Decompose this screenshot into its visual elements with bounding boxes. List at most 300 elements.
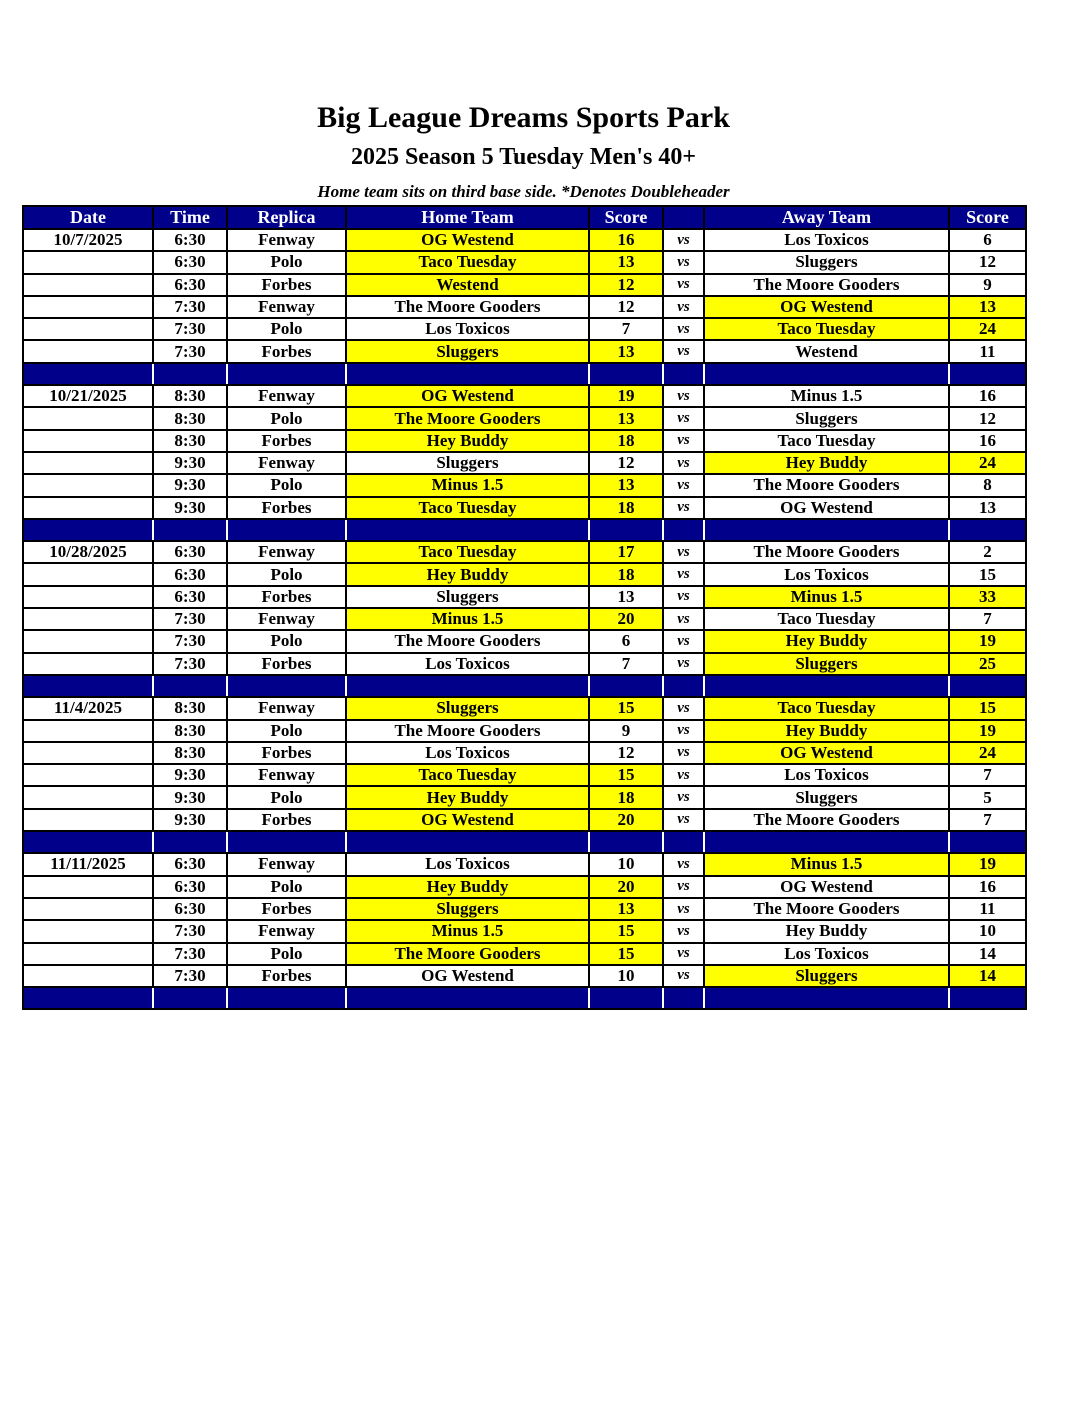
home-score-cell: 9 [589,720,663,742]
date-cell: 11/4/2025 [23,697,153,719]
away-score-cell: 7 [949,809,1026,831]
date-cell [23,608,153,630]
away-score-cell: 15 [949,563,1026,585]
separator-cell [704,675,949,697]
home-team-cell: Hey Buddy [346,876,589,898]
separator-cell [663,519,704,541]
page-note: Home team sits on third base side. *Denotes Doubleheader [317,182,730,201]
away-team-cell: Sluggers [704,786,949,808]
away-team-cell: The Moore Gooders [704,541,949,563]
time-cell: 7:30 [153,920,227,942]
home-score-cell: 13 [589,340,663,362]
game-row [23,764,1026,786]
game-row [23,385,1026,407]
date-cell [23,586,153,608]
away-score-cell: 15 [949,697,1026,719]
vs-cell: vs [663,697,704,719]
away-score-cell: 24 [949,742,1026,764]
separator-cell [153,831,227,853]
separator-cell [949,675,1026,697]
game-row [23,720,1026,742]
separator-cell [704,363,949,385]
game-row [23,586,1026,608]
separator-cell [23,831,153,853]
away-score-cell: 6 [949,229,1026,251]
game-row [23,630,1026,652]
date-cell [23,943,153,965]
game-row [23,697,1026,719]
vs-cell: vs [663,965,704,987]
date-cell: 10/21/2025 [23,385,153,407]
home-score-cell: 15 [589,697,663,719]
home-score-cell: 13 [589,586,663,608]
away-team-cell: Taco Tuesday [704,430,949,452]
game-row [23,920,1026,942]
away-team-cell: Los Toxicos [704,563,949,585]
separator-cell [227,831,346,853]
home-score-cell: 7 [589,318,663,340]
date-cell: 10/7/2025 [23,229,153,251]
time-cell: 9:30 [153,474,227,496]
vs-cell: vs [663,742,704,764]
home-score-cell: 12 [589,452,663,474]
time-cell: 6:30 [153,541,227,563]
time-cell: 6:30 [153,898,227,920]
vs-cell: vs [663,920,704,942]
vs-cell: vs [663,943,704,965]
game-row [23,898,1026,920]
replica-cell: Forbes [227,497,346,519]
home-team-cell: The Moore Gooders [346,296,589,318]
vs-cell: vs [663,898,704,920]
home-team-cell: Minus 1.5 [346,474,589,496]
home-team-cell: Hey Buddy [346,786,589,808]
title-block [22,101,1025,202]
date-cell [23,876,153,898]
separator-cell [663,831,704,853]
home-score-cell: 20 [589,608,663,630]
time-cell: 9:30 [153,452,227,474]
home-score-cell: 18 [589,430,663,452]
time-cell: 6:30 [153,853,227,875]
date-cell [23,786,153,808]
game-row [23,452,1026,474]
away-score-cell: 19 [949,630,1026,652]
date-cell [23,898,153,920]
date-cell [23,809,153,831]
home-score-cell: 12 [589,296,663,318]
time-cell: 8:30 [153,407,227,429]
game-row [23,497,1026,519]
time-cell: 7:30 [153,608,227,630]
vs-cell: vs [663,853,704,875]
game-row [23,653,1026,675]
time-cell: 7:30 [153,943,227,965]
home-score-cell: 15 [589,943,663,965]
away-team-cell: Sluggers [704,251,949,273]
page-title: Big League Dreams Sports Park [317,101,730,134]
home-score-cell: 7 [589,653,663,675]
page-subtitle: 2025 Season 5 Tuesday Men's 40+ [350,144,697,170]
separator-cell [949,987,1026,1009]
separator-cell [227,987,346,1009]
date-cell [23,340,153,362]
separator-row [23,987,1026,1009]
time-cell: 8:30 [153,742,227,764]
game-row [23,407,1026,429]
away-team-cell: The Moore Gooders [704,474,949,496]
date-cell [23,296,153,318]
separator-cell [153,675,227,697]
separator-row [23,363,1026,385]
home-team-cell: Taco Tuesday [346,541,589,563]
game-row [23,296,1026,318]
separator-cell [949,363,1026,385]
vs-cell: vs [663,430,704,452]
home-score-cell: 17 [589,541,663,563]
away-team-cell: Minus 1.5 [704,853,949,875]
time-cell: 8:30 [153,697,227,719]
col-header-home-score: Score [589,206,663,229]
away-team-cell: Taco Tuesday [704,318,949,340]
game-row [23,340,1026,362]
home-score-cell: 13 [589,407,663,429]
away-score-cell: 5 [949,786,1026,808]
home-team-cell: Los Toxicos [346,742,589,764]
separator-cell [589,519,663,541]
vs-cell: vs [663,251,704,273]
replica-cell: Fenway [227,541,346,563]
home-team-cell: Westend [346,274,589,296]
game-row [23,541,1026,563]
replica-cell: Polo [227,786,346,808]
replica-cell: Fenway [227,697,346,719]
home-score-cell: 20 [589,876,663,898]
time-cell: 9:30 [153,809,227,831]
date-cell: 10/28/2025 [23,541,153,563]
col-header-away-score: Score [949,206,1026,229]
away-score-cell: 11 [949,340,1026,362]
home-score-cell: 12 [589,742,663,764]
vs-cell: vs [663,541,704,563]
away-team-cell: Sluggers [704,653,949,675]
game-row [23,229,1026,251]
home-team-cell: The Moore Gooders [346,943,589,965]
separator-cell [227,519,346,541]
replica-cell: Fenway [227,385,346,407]
game-row [23,251,1026,273]
separator-cell [346,987,589,1009]
separator-cell [589,987,663,1009]
home-team-cell: Hey Buddy [346,430,589,452]
away-score-cell: 24 [949,318,1026,340]
game-row [23,876,1026,898]
away-team-cell: Westend [704,340,949,362]
away-team-cell: Sluggers [704,965,949,987]
replica-cell: Forbes [227,965,346,987]
separator-cell [589,675,663,697]
time-cell: 7:30 [153,630,227,652]
home-score-cell: 10 [589,965,663,987]
home-score-cell: 10 [589,853,663,875]
replica-cell: Polo [227,251,346,273]
replica-cell: Forbes [227,653,346,675]
vs-cell: vs [663,274,704,296]
vs-cell: vs [663,318,704,340]
game-row [23,742,1026,764]
date-cell [23,630,153,652]
time-cell: 8:30 [153,430,227,452]
home-team-cell: OG Westend [346,385,589,407]
away-team-cell: Hey Buddy [704,920,949,942]
home-score-cell: 19 [589,385,663,407]
replica-cell: Forbes [227,274,346,296]
away-team-cell: Los Toxicos [704,764,949,786]
replica-cell: Forbes [227,586,346,608]
separator-cell [23,675,153,697]
away-score-cell: 19 [949,720,1026,742]
col-header-replica: Replica [227,206,346,229]
separator-cell [663,675,704,697]
game-row [23,318,1026,340]
away-score-cell: 14 [949,943,1026,965]
separator-cell [704,987,949,1009]
vs-cell: vs [663,786,704,808]
away-score-cell: 16 [949,430,1026,452]
replica-cell: Polo [227,630,346,652]
separator-cell [23,519,153,541]
date-cell [23,920,153,942]
vs-cell: vs [663,586,704,608]
separator-cell [663,987,704,1009]
game-row [23,809,1026,831]
home-team-cell: Taco Tuesday [346,764,589,786]
vs-cell: vs [663,563,704,585]
home-team-cell: Los Toxicos [346,318,589,340]
home-team-cell: Taco Tuesday [346,497,589,519]
away-team-cell: Los Toxicos [704,229,949,251]
separator-cell [949,519,1026,541]
col-header-date: Date [23,206,153,229]
game-row [23,608,1026,630]
away-team-cell: Minus 1.5 [704,586,949,608]
time-cell: 7:30 [153,965,227,987]
away-score-cell: 16 [949,385,1026,407]
separator-cell [663,363,704,385]
away-score-cell: 24 [949,452,1026,474]
replica-cell: Polo [227,563,346,585]
home-score-cell: 18 [589,497,663,519]
header-row [23,206,1026,229]
away-team-cell: Taco Tuesday [704,608,949,630]
date-cell [23,742,153,764]
replica-cell: Fenway [227,229,346,251]
time-cell: 6:30 [153,251,227,273]
home-score-cell: 6 [589,630,663,652]
vs-cell: vs [663,452,704,474]
away-team-cell: OG Westend [704,497,949,519]
home-team-cell: Taco Tuesday [346,251,589,273]
vs-cell: vs [663,764,704,786]
separator-cell [704,831,949,853]
home-team-cell: Los Toxicos [346,853,589,875]
away-team-cell: OG Westend [704,296,949,318]
date-cell [23,965,153,987]
replica-cell: Forbes [227,809,346,831]
home-score-cell: 15 [589,764,663,786]
away-score-cell: 19 [949,853,1026,875]
time-cell: 6:30 [153,274,227,296]
away-score-cell: 7 [949,764,1026,786]
vs-cell: vs [663,497,704,519]
away-score-cell: 2 [949,541,1026,563]
game-row [23,274,1026,296]
date-cell [23,430,153,452]
vs-cell: vs [663,407,704,429]
home-team-cell: The Moore Gooders [346,630,589,652]
home-team-cell: The Moore Gooders [346,407,589,429]
replica-cell: Polo [227,407,346,429]
replica-cell: Forbes [227,430,346,452]
replica-cell: Fenway [227,608,346,630]
vs-cell: vs [663,720,704,742]
separator-cell [23,363,153,385]
time-cell: 9:30 [153,764,227,786]
vs-cell: vs [663,876,704,898]
game-row [23,563,1026,585]
away-team-cell: The Moore Gooders [704,274,949,296]
separator-cell [346,831,589,853]
home-score-cell: 13 [589,251,663,273]
separator-cell [153,519,227,541]
away-team-cell: Hey Buddy [704,452,949,474]
home-score-cell: 20 [589,809,663,831]
home-team-cell: Minus 1.5 [346,608,589,630]
away-score-cell: 25 [949,653,1026,675]
home-score-cell: 18 [589,786,663,808]
separator-cell [346,675,589,697]
home-team-cell: Sluggers [346,452,589,474]
vs-cell: vs [663,474,704,496]
time-cell: 6:30 [153,229,227,251]
separator-row [23,519,1026,541]
away-team-cell: Hey Buddy [704,630,949,652]
date-cell [23,274,153,296]
vs-cell: vs [663,296,704,318]
away-score-cell: 33 [949,586,1026,608]
vs-cell: vs [663,340,704,362]
time-cell: 9:30 [153,786,227,808]
col-header-vs [663,206,704,229]
separator-cell [704,519,949,541]
away-score-cell: 11 [949,898,1026,920]
separator-cell [346,519,589,541]
away-score-cell: 10 [949,920,1026,942]
game-row [23,853,1026,875]
separator-cell [153,987,227,1009]
separator-cell [589,831,663,853]
away-score-cell: 8 [949,474,1026,496]
game-row [23,474,1026,496]
replica-cell: Fenway [227,452,346,474]
separator-cell [346,363,589,385]
away-score-cell: 13 [949,296,1026,318]
home-team-cell: Sluggers [346,340,589,362]
time-cell: 7:30 [153,318,227,340]
home-score-cell: 16 [589,229,663,251]
replica-cell: Polo [227,876,346,898]
away-score-cell: 14 [949,965,1026,987]
vs-cell: vs [663,385,704,407]
home-team-cell: Sluggers [346,898,589,920]
time-cell: 7:30 [153,296,227,318]
time-cell: 8:30 [153,720,227,742]
vs-cell: vs [663,653,704,675]
schedule-table [22,205,1027,1010]
date-cell [23,653,153,675]
away-score-cell: 7 [949,608,1026,630]
date-cell [23,764,153,786]
replica-cell: Polo [227,943,346,965]
home-score-cell: 13 [589,898,663,920]
away-team-cell: Hey Buddy [704,720,949,742]
home-team-cell: Los Toxicos [346,653,589,675]
away-team-cell: The Moore Gooders [704,898,949,920]
date-cell [23,318,153,340]
away-team-cell: OG Westend [704,876,949,898]
home-team-cell: Hey Buddy [346,563,589,585]
separator-cell [227,363,346,385]
home-score-cell: 18 [589,563,663,585]
replica-cell: Fenway [227,920,346,942]
vs-cell: vs [663,809,704,831]
time-cell: 7:30 [153,340,227,362]
separator-cell [589,363,663,385]
date-cell [23,407,153,429]
replica-cell: Polo [227,474,346,496]
replica-cell: Fenway [227,296,346,318]
replica-cell: Fenway [227,853,346,875]
away-score-cell: 12 [949,251,1026,273]
home-team-cell: Sluggers [346,697,589,719]
replica-cell: Polo [227,720,346,742]
home-score-cell: 12 [589,274,663,296]
separator-cell [153,363,227,385]
home-team-cell: The Moore Gooders [346,720,589,742]
away-score-cell: 13 [949,497,1026,519]
replica-cell: Forbes [227,742,346,764]
separator-row [23,675,1026,697]
away-score-cell: 9 [949,274,1026,296]
date-cell [23,452,153,474]
col-header-home-team: Home Team [346,206,589,229]
home-team-cell: Sluggers [346,586,589,608]
replica-cell: Forbes [227,340,346,362]
away-team-cell: Taco Tuesday [704,697,949,719]
game-row [23,965,1026,987]
date-cell [23,474,153,496]
game-row [23,786,1026,808]
separator-cell [949,831,1026,853]
away-team-cell: Sluggers [704,407,949,429]
replica-cell: Fenway [227,764,346,786]
date-cell: 11/11/2025 [23,853,153,875]
replica-cell: Forbes [227,898,346,920]
time-cell: 6:30 [153,586,227,608]
col-header-time: Time [153,206,227,229]
time-cell: 6:30 [153,876,227,898]
home-score-cell: 15 [589,920,663,942]
